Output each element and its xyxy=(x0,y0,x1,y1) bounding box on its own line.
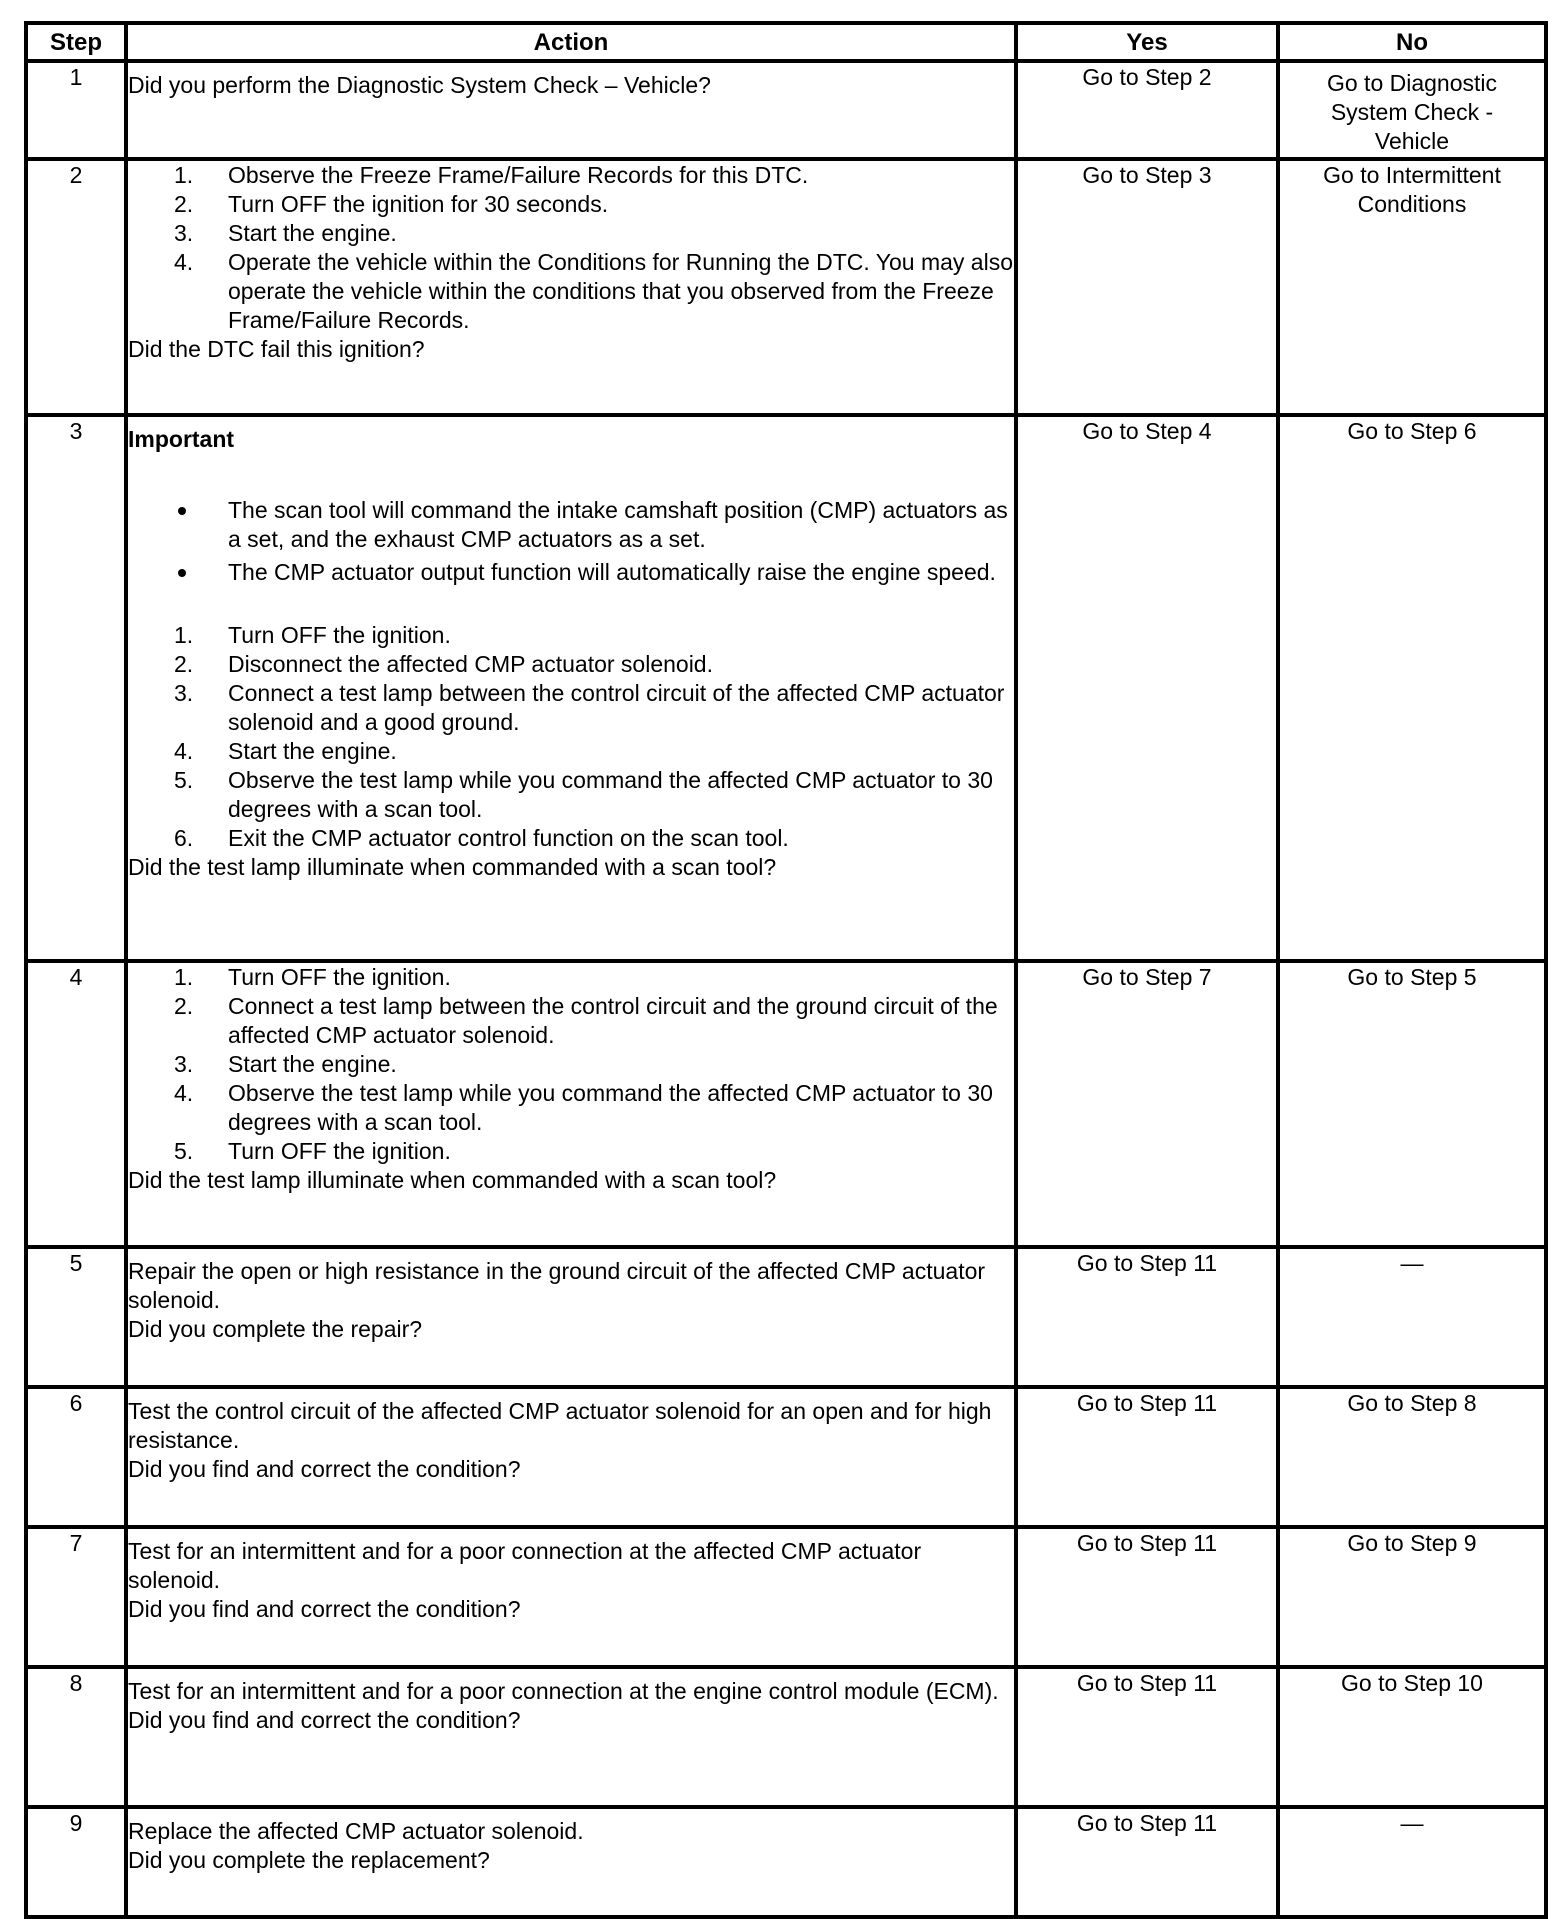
question-text: Did the DTC fail this ignition? xyxy=(128,336,425,362)
table-row xyxy=(26,61,1546,159)
list-item: 3. Start the engine. xyxy=(174,1051,397,1077)
action-cell xyxy=(126,1247,1016,1387)
table-row xyxy=(26,159,1546,415)
list-item: 4. Start the engine. xyxy=(174,738,397,764)
action-cell xyxy=(126,61,1016,159)
no-value: — xyxy=(1278,1807,1546,1917)
step-number: 3 xyxy=(26,415,126,961)
list-item: 3. Start the engine. xyxy=(174,220,397,246)
header-step: Step xyxy=(26,23,126,61)
procedure-list xyxy=(128,963,1014,1166)
no-link[interactable]: Go to Step 9 xyxy=(1278,1527,1546,1667)
question-text: Did you find and correct the condition? xyxy=(128,1456,521,1482)
no-link[interactable]: Go to Step 6 xyxy=(1278,415,1546,961)
action-cell xyxy=(126,1667,1016,1807)
action-cell xyxy=(126,415,1016,961)
step-number: 1 xyxy=(26,61,126,159)
yes-link[interactable]: Go to Step 7 xyxy=(1016,961,1278,1247)
list-item: 2. Turn OFF the ignition for 30 seconds. xyxy=(174,191,609,217)
header-yes: Yes xyxy=(1016,23,1278,61)
yes-link[interactable]: Go to Step 11 xyxy=(1016,1247,1278,1387)
list-item: 3. Connect a test lamp between the control circuit of the affected CMP actuator solenoid and a good ground. xyxy=(174,680,1005,735)
action-cell xyxy=(126,1527,1016,1667)
step-number: 8 xyxy=(26,1667,126,1807)
list-item: 4. Observe the test lamp while you command the affected CMP actuator to 30 degrees with a scan tool. xyxy=(174,1080,993,1135)
no-link[interactable] xyxy=(1278,61,1546,159)
step-number: 5 xyxy=(26,1247,126,1387)
table-row xyxy=(26,415,1546,961)
yes-link[interactable]: Go to Step 11 xyxy=(1016,1807,1278,1917)
yes-link[interactable]: Go to Step 3 xyxy=(1016,159,1278,415)
table-row xyxy=(26,961,1546,1247)
list-item: 5. Turn OFF the ignition. xyxy=(174,1138,451,1164)
no-link-text: Go to Diagnostic System Check - Vehicle xyxy=(1326,70,1498,154)
step-number: 7 xyxy=(26,1527,126,1667)
header-action: Action xyxy=(126,23,1016,61)
action-cell xyxy=(126,1387,1016,1527)
yes-link[interactable]: Go to Step 4 xyxy=(1016,415,1278,961)
step-number: 4 xyxy=(26,961,126,1247)
table-row xyxy=(26,1247,1546,1387)
diagnostic-table xyxy=(24,21,1548,1919)
no-link[interactable]: Go to Step 10 xyxy=(1278,1667,1546,1807)
action-text: Test for an intermittent and for a poor connection at the affected CMP actuator solenoid. xyxy=(128,1538,922,1593)
action-text: Test the control circuit of the affected CMP actuator solenoid for an open and for high resistance. xyxy=(128,1398,992,1453)
action-text: Did you perform the Diagnostic System Check – Vehicle? xyxy=(128,72,711,98)
bullet-item: The CMP actuator output function will automatically raise the engine speed. xyxy=(128,558,1014,587)
step-number: 6 xyxy=(26,1387,126,1527)
procedure-list xyxy=(128,621,1014,853)
no-link-text: Go to Intermittent Conditions xyxy=(1323,162,1501,217)
header-no: No xyxy=(1278,23,1546,61)
step-number: 9 xyxy=(26,1807,126,1917)
question-text: Did you find and correct the condition? xyxy=(128,1707,521,1733)
table-row xyxy=(26,1527,1546,1667)
action-text: Test for an intermittent and for a poor connection at the engine control module (ECM). xyxy=(128,1678,999,1704)
list-item: 2. Connect a test lamp between the control circuit and the ground circuit of the affected CMP actuator solenoid. xyxy=(174,993,998,1048)
no-link[interactable] xyxy=(1278,159,1546,415)
header-row xyxy=(26,23,1546,61)
no-link[interactable]: Go to Step 8 xyxy=(1278,1387,1546,1527)
yes-link[interactable]: Go to Step 2 xyxy=(1016,61,1278,159)
question-text: Did you complete the repair? xyxy=(128,1316,423,1342)
no-link[interactable]: Go to Step 5 xyxy=(1278,961,1546,1247)
list-item: 2. Disconnect the affected CMP actuator solenoid. xyxy=(174,651,713,677)
question-text: Did the test lamp illuminate when commanded with a scan tool? xyxy=(128,854,777,880)
important-label: Important xyxy=(128,426,235,452)
action-text: Replace the affected CMP actuator solenoid. xyxy=(128,1818,584,1844)
action-cell xyxy=(126,1807,1016,1917)
list-item: 4. Operate the vehicle within the Conditions for Running the DTC. You may also operate the vehicle within the conditions that you observed from the Freeze Frame/Failure Records. xyxy=(174,249,1013,333)
bullet-icon xyxy=(178,569,186,577)
question-text: Did you complete the replacement? xyxy=(128,1847,490,1873)
yes-link[interactable]: Go to Step 11 xyxy=(1016,1527,1278,1667)
list-item: 5. Observe the test lamp while you command the affected CMP actuator to 30 degrees with a scan tool. xyxy=(174,767,993,822)
step-number: 2 xyxy=(26,159,126,415)
table-row xyxy=(26,1807,1546,1917)
question-text: Did you find and correct the condition? xyxy=(128,1596,521,1622)
list-item: 1. Observe the Freeze Frame/Failure Records for this DTC. xyxy=(174,162,809,188)
list-item: 1. Turn OFF the ignition. xyxy=(174,622,451,648)
procedure-list xyxy=(128,161,1014,335)
yes-link[interactable]: Go to Step 11 xyxy=(1016,1667,1278,1807)
table-row xyxy=(26,1667,1546,1807)
action-cell xyxy=(126,961,1016,1247)
action-text: Repair the open or high resistance in the ground circuit of the affected CMP actuator solenoid. xyxy=(128,1258,986,1313)
bullet-icon xyxy=(178,507,186,515)
question-text: Did the test lamp illuminate when commanded with a scan tool? xyxy=(128,1167,777,1193)
table-row xyxy=(26,1387,1546,1527)
yes-link[interactable]: Go to Step 11 xyxy=(1016,1387,1278,1527)
bullet-item: The scan tool will command the intake camshaft position (CMP) actuators as a set, and the exhaust CMP actuators as a set. xyxy=(128,496,1014,554)
list-item: 1. Turn OFF the ignition. xyxy=(174,964,451,990)
no-value: — xyxy=(1278,1247,1546,1387)
action-cell xyxy=(126,159,1016,415)
list-item: 6. Exit the CMP actuator control function on the scan tool. xyxy=(174,825,789,851)
important-notes xyxy=(128,496,1014,587)
